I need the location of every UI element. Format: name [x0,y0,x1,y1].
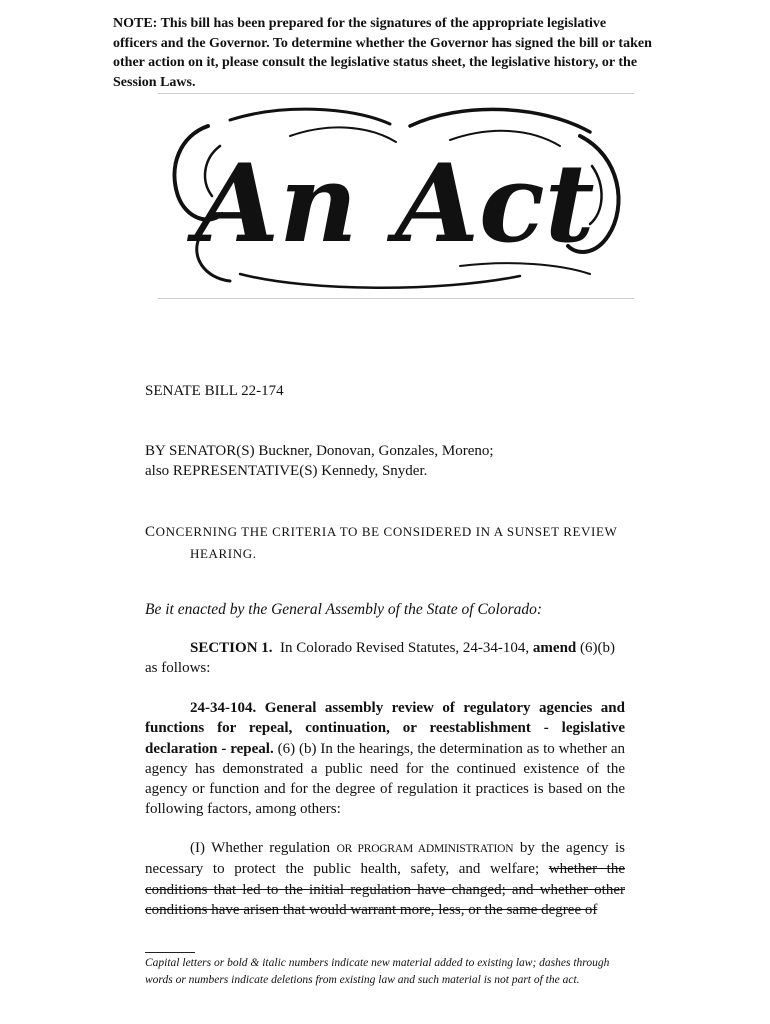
enacting-clause: Be it enacted by the General Assembly of the State of Colorado: [145,601,543,618]
statute-24-34-104 [145,698,625,820]
an-act-title: An Act [195,141,595,267]
paragraph-i-middle: by the agency is necessary to protect the public health, safety, and welfare; [145,840,626,878]
concerning-initial: C [145,524,156,540]
section-1-action: amend [532,640,577,656]
an-act-flourish-graphic [160,96,630,296]
an-act-banner [160,96,630,296]
representative-sponsors: also REPRESENTATIVE(S) Kennedy, Snyder. [145,463,428,480]
concerning-line-1: ONCERNING THE CRITERIA TO BE CONSIDERED IN A SUNSET REVIEW [155,524,618,539]
paragraph-i-struck-text: whether the conditions that led to the initial regulation have changed; and whether other conditions have arisen that would warrant more, less, or the same degree of [145,861,625,918]
paragraph-i-added-text: OR PROGRAM ADMINISTRATION [336,843,514,855]
bill-number: SENATE BILL 22-174 [145,383,284,399]
banner-bottom-rule [158,298,634,299]
footnote-rule [145,952,195,953]
sponsors [145,441,625,482]
paragraph-i-lead: (I) Whether regulation [190,840,331,856]
concerning-clause [145,521,625,565]
banner-top-rule [158,93,634,94]
section-1-label: SECTION 1. [190,640,273,656]
statute-body: (6) (b) In the hearings, the determination as to whether an agency has demonstrated a public need for the continued existence of the agency or function and for the degree of regulation it practices is based on the following factors, among others: [145,740,625,818]
footnote: Capital letters or bold & italic numbers indicate new material added to existing law; dashes through words or numbers indicate deletions from existing law and such material is not part of the act. [145,957,610,986]
section-1-text: In Colorado Revised Statutes, 24-34-104, [280,640,530,656]
governor-signature-note: NOTE: This bill has been prepared for the signatures of the appropriate legislative officers and the Governor. To determine whether the Governor has signed the bill or taken other action on it, please consult the legislative status sheet, the legislative history, or the Session Laws. [113,16,652,90]
paragraph-i [145,838,625,920]
concerning-line-2: HEARING. [190,546,257,561]
senator-sponsors: BY SENATOR(S) Buckner, Donovan, Gonzales, Moreno; [145,443,494,459]
statute-heading: 24-34-104. General assembly review of regulatory agencies and functions for repeal, continuation, or reestablishment - legislative declaration - repeal. [145,700,625,757]
section-1-tail: (6)(b) as follows: [145,640,615,677]
section-1 [145,638,625,679]
